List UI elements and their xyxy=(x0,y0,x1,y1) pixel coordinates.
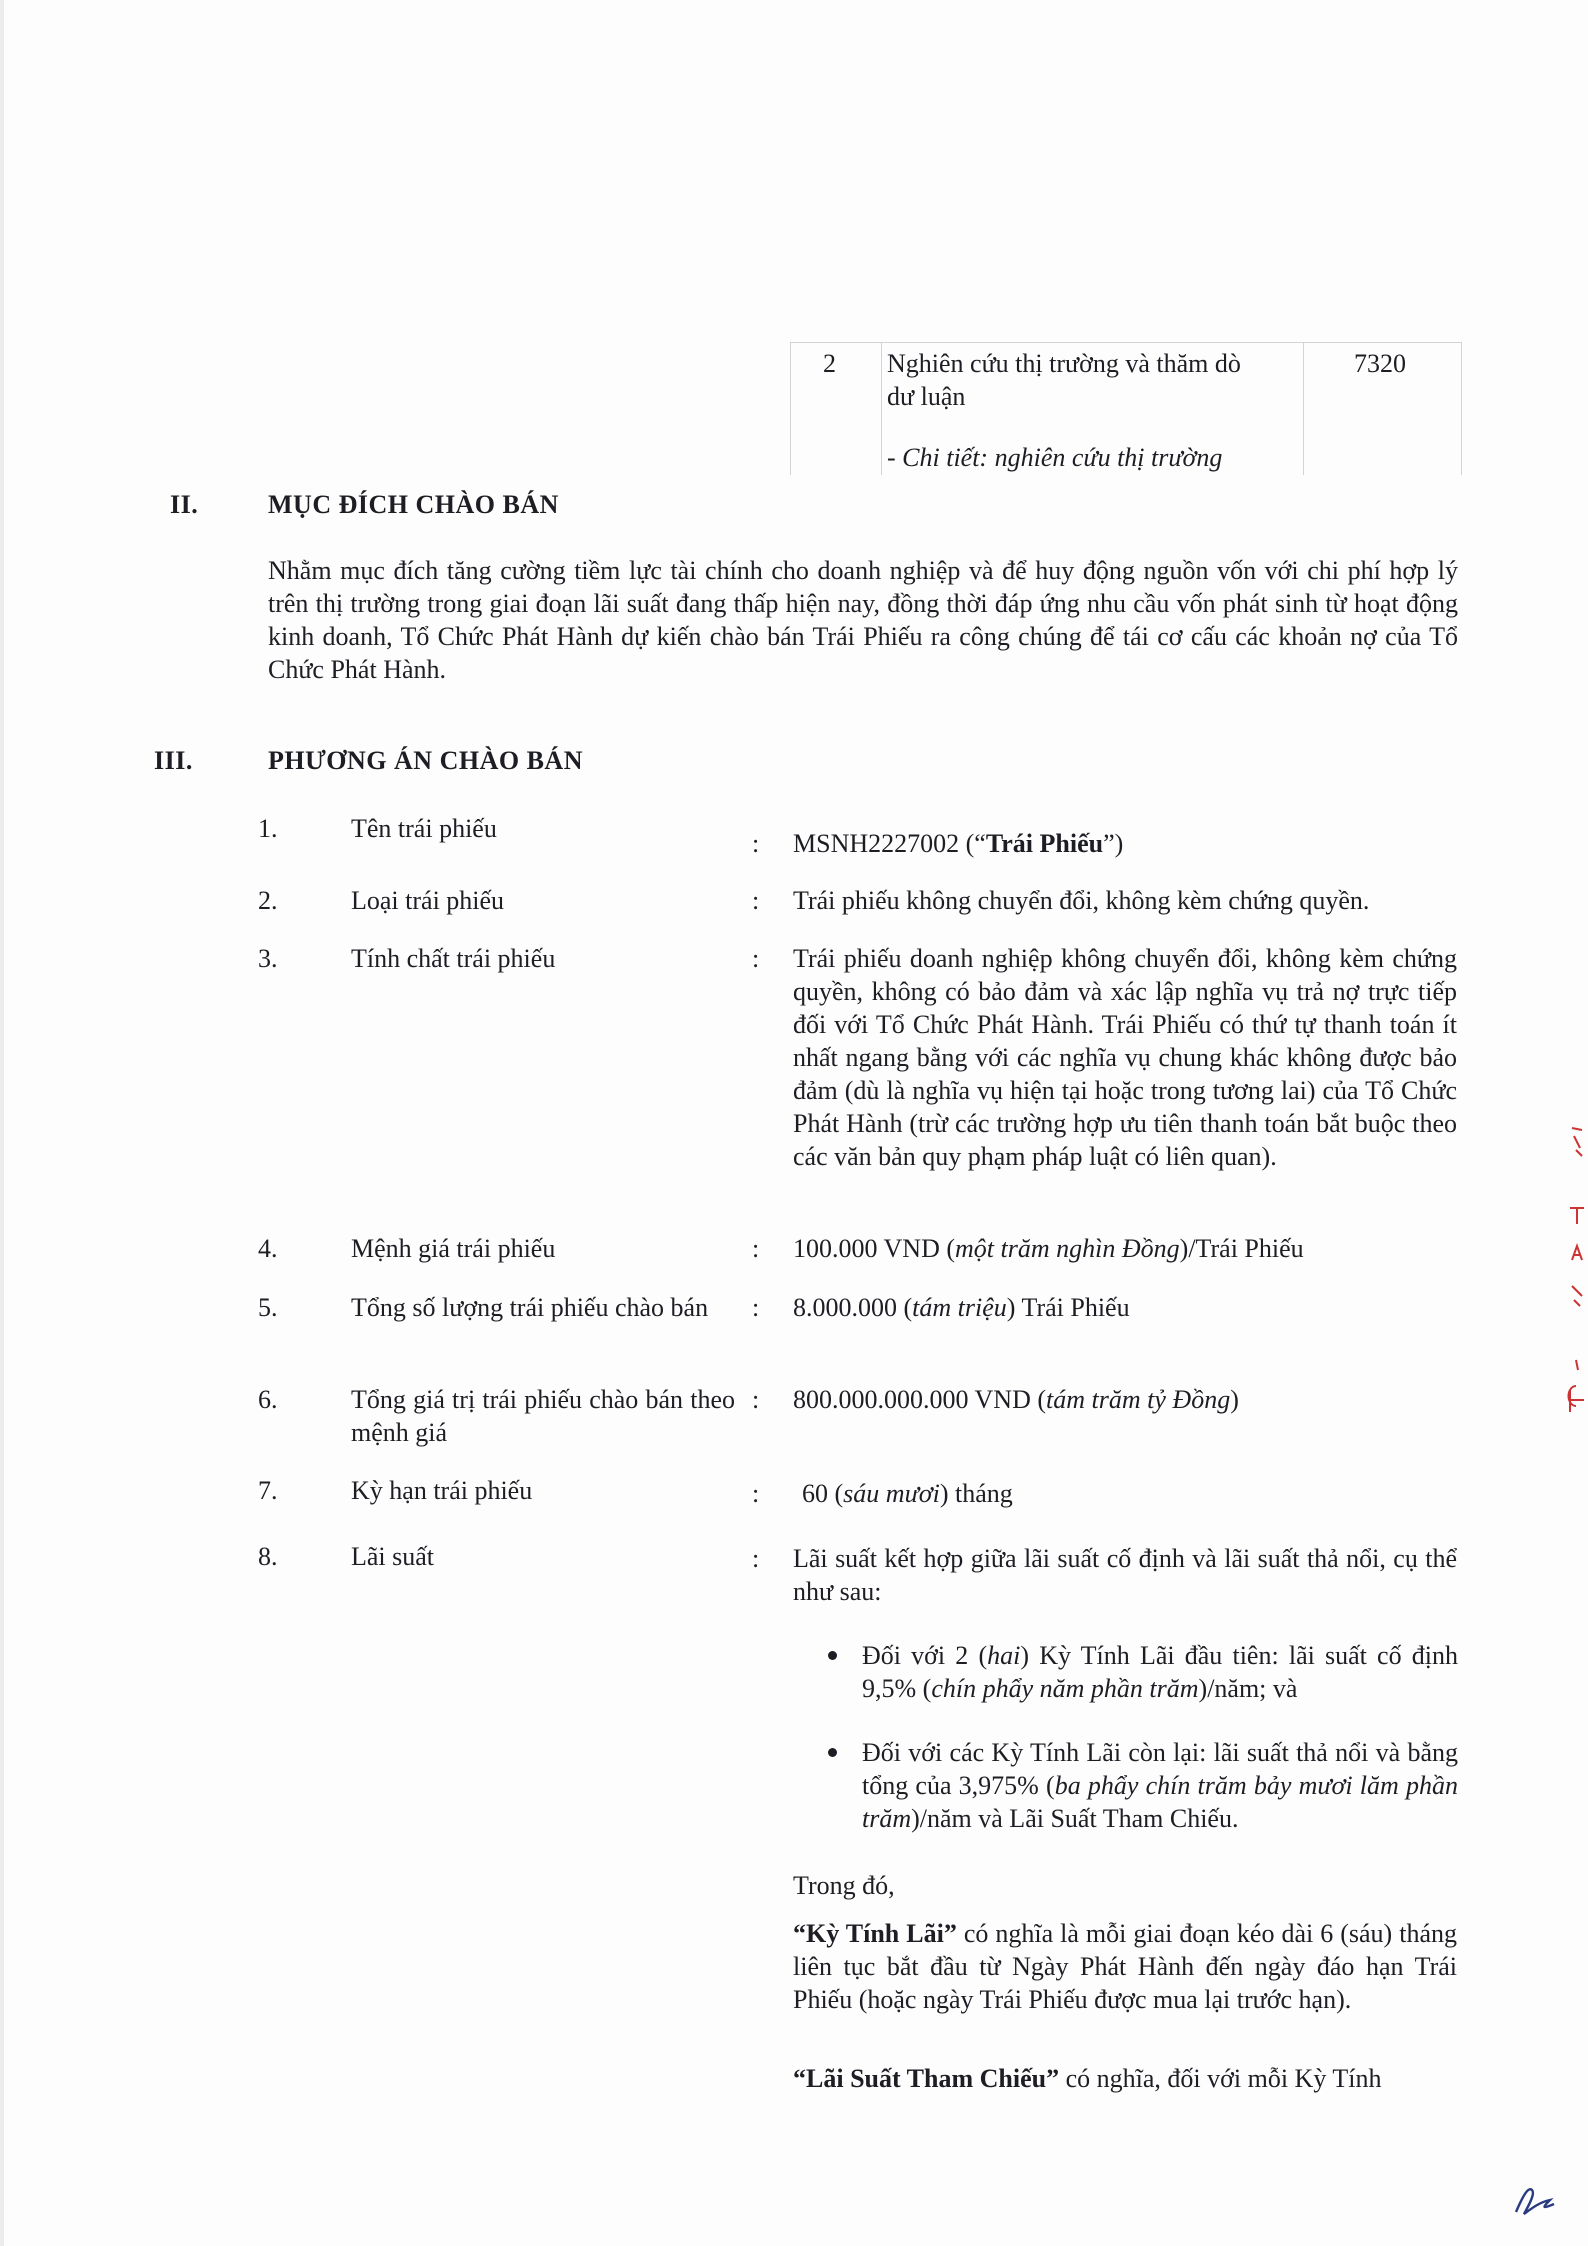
item-4-value-post: )/Trái Phiếu xyxy=(1179,1234,1304,1263)
section3-number: III. xyxy=(154,746,193,775)
item-2-value: Trái phiếu không chuyển đổi, không kèm chứng quyền. xyxy=(793,886,1370,915)
item-4-value xyxy=(793,1232,1457,1265)
item-1-colon: : xyxy=(752,829,760,858)
item-2-num: 2. xyxy=(258,886,278,915)
item-6-value-pre: 800.000.000.000 VND ( xyxy=(793,1385,1047,1414)
table-name-line2: dư luận xyxy=(887,382,966,411)
item-5-value-pre: 8.000.000 ( xyxy=(793,1293,913,1322)
bullet-1-mid: ) Kỳ Tính Lãi đầu tiên: lãi suất cố định 9,5% ( xyxy=(862,1641,1458,1703)
item-5-value xyxy=(793,1291,1457,1324)
item-5-value-italic: tám triệu xyxy=(912,1293,1007,1322)
item-4-colon: : xyxy=(752,1234,760,1263)
bullet-2-dot xyxy=(828,1736,840,1748)
item-5-colon: : xyxy=(752,1293,760,1322)
item-8-value: Lãi suất kết hợp giữa lãi suất cố định và lãi suất thả nổi, cụ thể như sau: xyxy=(793,1544,1457,1606)
business-lines-table xyxy=(790,342,1462,475)
item-6-value-post: ) xyxy=(1230,1385,1239,1414)
item-2-colon: : xyxy=(752,886,760,915)
section2-paragraph: Nhằm mục đích tăng cường tiềm lực tài chính cho doanh nghiệp và để huy động nguồn vốn với chi phí hợp lý trên thị trường trong giai đoạn lãi suất đang thấp hiện nay, đồng thời đáp ứng nhu cầu vốn phát sinh từ hoạt động kinh doanh, Tổ Chức Phát Hành dự kiến chào bán Trái Phiếu ra công chúng để tái cơ cấu các khoản nợ của Tổ Chức Phát Hành. xyxy=(268,556,1458,684)
definition-lai-suat-tham-chieu xyxy=(793,2062,1457,2095)
definition-2-term: “Lãi Suất Tham Chiếu” xyxy=(793,2064,1060,2093)
item-4-value-italic: một trăm nghìn Đồng xyxy=(955,1234,1180,1263)
bullet-2-pre: Đối với các Kỳ Tính Lãi còn lại: lãi suất thả nổi và bằng tổng của 3,975% ( xyxy=(862,1738,1458,1800)
item-1-label: Tên trái phiếu xyxy=(351,814,497,843)
item-3-label: Tính chất trái phiếu xyxy=(351,944,556,973)
table-name xyxy=(887,347,1297,413)
section3-title: PHƯƠNG ÁN CHÀO BÁN xyxy=(268,746,583,775)
bullet-1-italic-1: hai xyxy=(987,1641,1021,1670)
table-detail: - Chi tiết: nghiên cứu thị trường xyxy=(887,443,1223,472)
item-3-colon: : xyxy=(752,944,760,973)
item-4-label: Mệnh giá trái phiếu xyxy=(351,1234,556,1263)
table-col-stt xyxy=(791,343,882,475)
red-seal-fragment xyxy=(1566,1100,1588,1420)
item-5-value-post: ) Trái Phiếu xyxy=(1006,1293,1130,1322)
item-1-value xyxy=(793,827,1457,860)
definition-1-text: có nghĩa là mỗi giai đoạn kéo dài 6 (sáu) tháng liên tục bắt đầu từ Ngày Phát Hành đến ngày đáo hạn Trái Phiếu (hoặc ngày Trái Phiếu được mua lại trước hạn). xyxy=(793,1919,1457,2014)
item-4-value-pre: 100.000 VND ( xyxy=(793,1234,956,1263)
table-name-line1: Nghiên cứu thị trường và thăm dò xyxy=(887,349,1241,378)
item-1-value-pre: MSNH2227002 (“ xyxy=(793,829,986,858)
item-6-colon: : xyxy=(752,1385,760,1414)
item-8-label: Lãi suất xyxy=(351,1542,435,1571)
bullet-2-post: )/năm và Lãi Suất Tham Chiếu. xyxy=(911,1804,1239,1833)
bullet-2-text xyxy=(862,1736,1458,1835)
section2-title: MỤC ĐÍCH CHÀO BÁN xyxy=(268,490,559,519)
item-8-colon: : xyxy=(752,1544,760,1573)
definition-2-text: có nghĩa, đối với mỗi Kỳ Tính xyxy=(1059,2064,1382,2093)
item-7-num: 7. xyxy=(258,1476,278,1505)
item-6-value-italic: tám trăm tỷ Đồng xyxy=(1046,1385,1231,1414)
item-7-value-pre: 60 ( xyxy=(802,1479,844,1508)
bullet-1-post: )/năm; và xyxy=(1198,1674,1298,1703)
signature-initials xyxy=(1510,2180,1560,2220)
bullet-1-pre: Đối với 2 ( xyxy=(862,1641,988,1670)
item-5-label: Tổng số lượng trái phiếu chào bán xyxy=(351,1293,709,1322)
definition-1-term: “Kỳ Tính Lãi” xyxy=(793,1919,957,1948)
scan-edge xyxy=(0,0,4,2246)
item-3-value: Trái phiếu doanh nghiệp không chuyển đổi, không kèm chứng quyền, không có bảo đảm và xác lập nghĩa vụ trả nợ trực tiếp đối với Tổ Chức Phát Hành. Trái Phiếu có thứ tự thanh toán ít nhất ngang bằng với các nghĩa vụ chung khác không được bảo đảm (dù là nghĩa vụ hiện tại hoặc trong tương lai) của Tổ Chức Phát Hành (trừ các trường hợp ưu tiên thanh toán bắt buộc theo các văn bản quy phạm pháp luật có liên quan). xyxy=(793,944,1457,1171)
item-1-num: 1. xyxy=(258,814,278,843)
item-7-value xyxy=(802,1477,1466,1510)
item-7-colon: : xyxy=(752,1479,760,1508)
bullet-1-dot xyxy=(828,1639,840,1651)
table-stt: 2 xyxy=(823,349,836,378)
item-6-num: 6. xyxy=(258,1385,278,1414)
item-5-num: 5. xyxy=(258,1293,278,1322)
item-6-label: Tổng giá trị trái phiếu chào bán theo mệnh giá xyxy=(351,1385,735,1447)
definition-ky-tinh-lai xyxy=(793,1917,1457,2016)
item-3-num: 3. xyxy=(258,944,278,973)
item-7-value-post: ) tháng xyxy=(939,1479,1013,1508)
bullet-2-italic: ba phẩy chín trăm bảy mươi lăm phần trăm xyxy=(862,1771,1458,1833)
table-col-divider xyxy=(1303,343,1304,475)
item-7-value-italic: sáu mươi xyxy=(843,1479,940,1508)
trong-do: Trong đó, xyxy=(793,1871,895,1900)
item-1-value-bold: Trái Phiếu xyxy=(985,829,1104,858)
item-8-num: 8. xyxy=(258,1542,278,1571)
bullet-1-italic-2: chín phẩy năm phần trăm xyxy=(931,1674,1199,1703)
item-4-num: 4. xyxy=(258,1234,278,1263)
section2-number: II. xyxy=(170,490,199,519)
item-2-label: Loại trái phiếu xyxy=(351,886,505,915)
table-code: 7320 xyxy=(1354,349,1406,378)
bullet-1-text xyxy=(862,1639,1458,1705)
item-7-label: Kỳ hạn trái phiếu xyxy=(351,1476,533,1505)
item-1-value-post: ”) xyxy=(1103,829,1124,858)
item-6-value xyxy=(793,1383,1457,1416)
